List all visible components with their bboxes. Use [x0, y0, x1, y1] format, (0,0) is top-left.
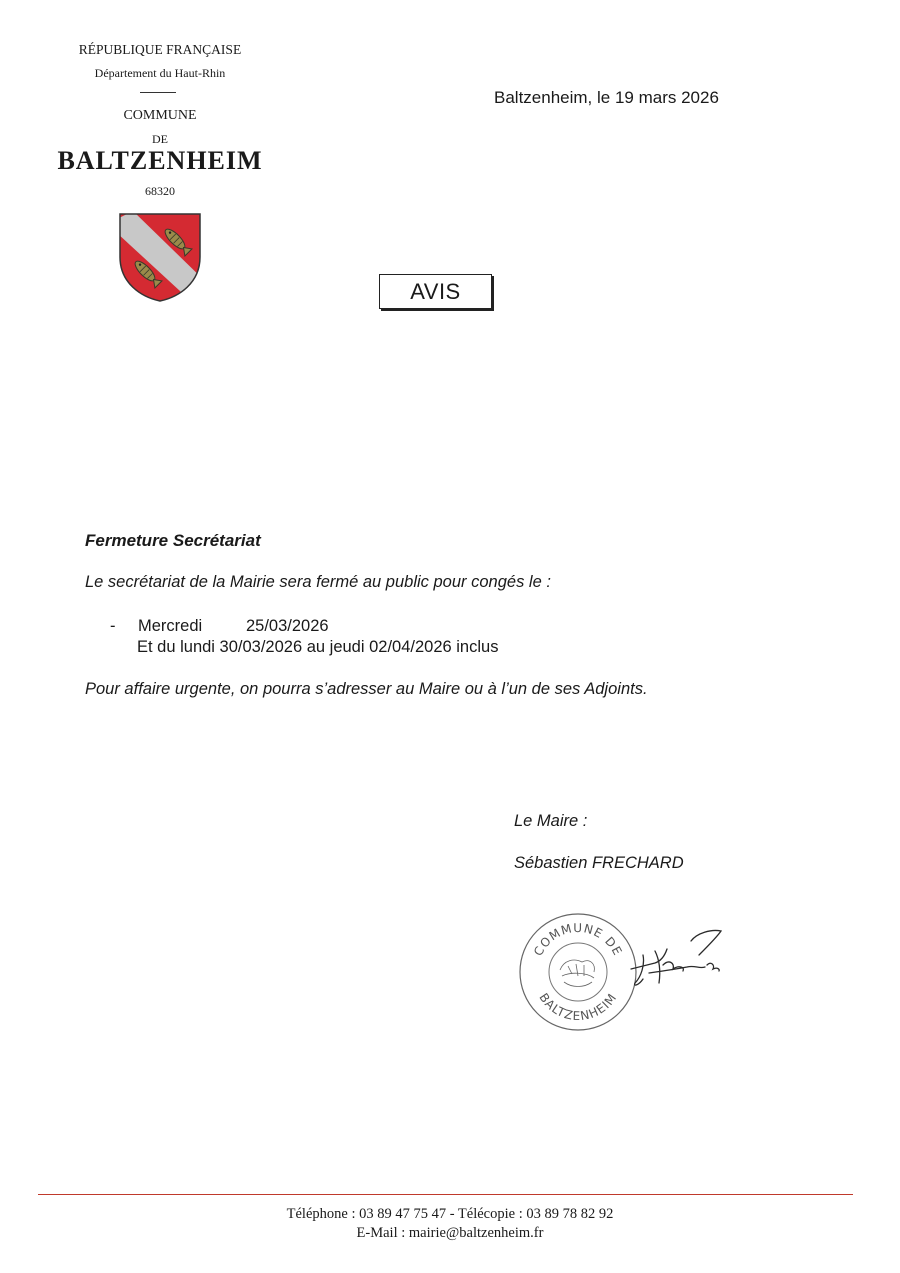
closure-day-label: Mercredi [138, 617, 203, 635]
svg-text:BALTZENHEIM: BALTZENHEIM [536, 990, 620, 1024]
footer-phone-fax: Téléphone : 03 89 47 75 47 - Télécopie : 03 89 78 82 92 [286, 1206, 614, 1222]
avis-box [379, 274, 492, 309]
coat-of-arms-icon [117, 211, 203, 303]
closure-period: Et du lundi 30/03/2026 au jeudi 02/04/2026 inclus [137, 638, 499, 656]
urgent-contact-note: Pour affaire urgente, on pourra s’adresser au Maire ou à l’un de ses Adjoints. [85, 680, 648, 698]
closure-day-date: 25/03/2026 [246, 617, 329, 635]
mayor-name: Sébastien FRECHARD [514, 854, 684, 872]
svg-text:COMMUNE DE: COMMUNE DE [531, 920, 625, 959]
republic-heading: RÉPUBLIQUE FRANÇAISE [78, 42, 242, 57]
footer-email: E-Mail : mairie@baltzenheim.fr [356, 1225, 544, 1241]
town-name: BALTZENHEIM [57, 146, 263, 175]
avis-title: AVIS [410, 278, 461, 304]
handwritten-signature-icon [625, 925, 730, 1000]
notice-title: Fermeture Secrétariat [85, 531, 261, 550]
date-line: Baltzenheim, le 19 mars 2026 [494, 88, 719, 107]
postcode: 68320 [145, 184, 175, 198]
commune-de-label: DE [152, 132, 168, 146]
mayor-label: Le Maire : [514, 812, 588, 830]
commune-label: COMMUNE [123, 108, 197, 123]
official-seal-icon [516, 910, 640, 1034]
departement-label: Département du Haut-Rhin [94, 66, 226, 80]
notice-intro: Le secrétariat de la Mairie sera fermé au public pour congés le : [85, 573, 551, 591]
footer-divider [38, 1194, 853, 1195]
list-bullet: - [110, 617, 116, 635]
header-divider [140, 92, 176, 93]
